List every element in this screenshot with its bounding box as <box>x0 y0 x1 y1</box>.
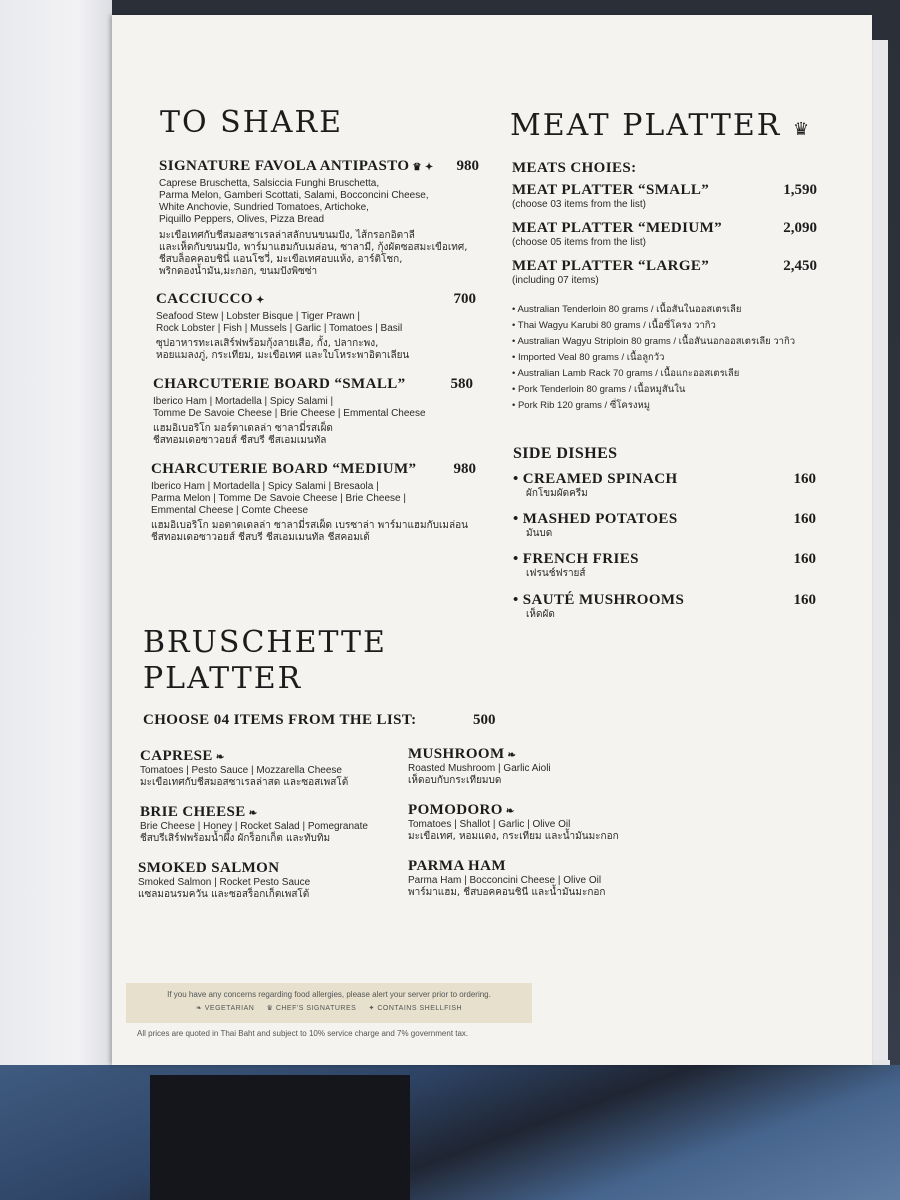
item-desc-line: Seafood Stew | Lobster Bisque | Tiger Prawn | <box>156 311 361 322</box>
side-name: • CREAMED SPINACH <box>513 471 678 487</box>
option-note: (including 07 items) <box>512 275 599 286</box>
platter-option <box>512 258 817 286</box>
icon-legend <box>126 999 532 1012</box>
side-price: 160 <box>793 471 816 487</box>
side-item <box>513 511 816 540</box>
item-desc-line: Tomme De Savoie Cheese | Brie Cheese | Emmental Cheese <box>153 408 426 419</box>
side-thai: มันบด <box>526 528 553 539</box>
vegetarian-icon: ❧ <box>507 750 517 761</box>
meat-item: • Pork Rib 120 grams / ซี่โครงหมู <box>512 400 651 411</box>
price-note: All prices are quoted in Thai Baht and subject to 10% service charge and 7% government tax. <box>137 1029 469 1038</box>
item-name: CHARCUTERIE BOARD “MEDIUM” <box>151 461 417 477</box>
side-dishes-title: SIDE DISHES <box>513 445 618 462</box>
bruschetta-thai: เห็ดอบกับกระเทียมบด <box>408 775 502 786</box>
chef-hat-icon: ♛ <box>266 1005 274 1012</box>
vegetarian-icon: ❧ <box>215 752 225 763</box>
bruschetta-name: BRIE CHEESE ❧ <box>140 804 258 820</box>
vegetarian-icon: ❧ <box>195 1005 203 1012</box>
shellfish-icon: ✦ <box>255 295 265 306</box>
side-name: • MASHED POTATOES <box>513 511 678 527</box>
side-thai: ผักโขมผัดครีม <box>526 488 588 499</box>
item-name: SIGNATURE FAVOLA ANTIPASTO ♛ ✦ <box>159 158 434 174</box>
item-thai-line: ชีสทอมเดอซาวอยส์ ชีสบรี ชีสเอมเมนทัล <box>153 435 327 446</box>
item-price: 580 <box>450 376 473 392</box>
meat-list <box>512 302 862 414</box>
bruschetta-name: MUSHROOM ❧ <box>408 746 517 762</box>
option-name: MEAT PLATTER “SMALL” <box>512 182 710 198</box>
bruschetta-thai: มะเขือเทศกับชีสมอสซาเรลล่าสด และซอสเพสโต้ <box>140 777 349 788</box>
bruschetta-item <box>140 748 400 789</box>
menu-item <box>151 461 476 544</box>
bruschetta-desc: Roasted Mushroom | Garlic Aioli <box>408 763 551 774</box>
item-thai-line: และเห็ดกับขนมปัง, พาร์มาแฮมกับเมล่อน, ซาลามี, กุ้งผัดซอสมะเขือเทศ, <box>159 242 468 253</box>
side-price: 160 <box>793 551 816 567</box>
side-name: • FRENCH FRIES <box>513 551 639 567</box>
option-price: 2,450 <box>783 258 817 274</box>
platter-option <box>512 182 817 210</box>
item-price: 980 <box>456 158 479 174</box>
option-price: 1,590 <box>783 182 817 198</box>
meat-item: • Australian Wagyu Striploin 80 grams / เนื้อสันนอกออสเตรเลีย วากิว <box>512 336 796 347</box>
bruschetta-desc: Brie Cheese | Honey | Rocket Salad | Pomegranate <box>140 821 368 832</box>
side-item <box>513 592 816 621</box>
item-thai-line: แฮมอิเบอริโก มอตาดเดลล่า ซาลามี่รสเผ็ด เบรซาล่า พาร์มาแฮมกับเมล่อน <box>151 520 468 531</box>
item-desc-line: White Anchovie, Sundried Tomatoes, Artichoke, <box>159 202 369 213</box>
item-desc-line: Piquillo Peppers, Olives, Pizza Bread <box>159 214 325 225</box>
shellfish-icon: ✦ <box>368 1005 375 1012</box>
bruschette-choose-label: CHOOSE 04 ITEMS FROM THE LIST: <box>143 712 417 728</box>
left-menu-page <box>0 0 112 1065</box>
side-item <box>513 471 816 500</box>
meat-platter-title: MEAT PLATTER ♛ <box>510 108 812 143</box>
item-thai-line: มะเขือเทศกับชีสมอสซาเรลล่าสลักบนขนมปัง, ไส้กรอกอิตาลี <box>159 230 415 241</box>
meat-item: • Thai Wagyu Karubi 80 grams / เนื้อซี่โครง วากิว <box>512 320 716 331</box>
meat-item: • Australian Lamb Rack 70 grams / เนื้อแกะออสเตรเลีย <box>512 368 740 379</box>
vegetarian-icon: ❧ <box>248 808 258 819</box>
bruschetta-thai: พาร์มาแฮม, ชีสบอคคอนชินี และน้ำมันมะกอก <box>408 887 606 898</box>
bruschetta-item <box>408 802 668 843</box>
bruschetta-item <box>408 746 668 787</box>
item-desc-line: Rock Lobster | Fish | Mussels | Garlic | Tomatoes | Basil <box>156 323 403 334</box>
to-share-title: TO SHARE <box>160 105 344 140</box>
chef-hat-icon: ♛ <box>792 119 812 140</box>
bruschetta-name: POMODORO ❧ <box>408 802 515 818</box>
bruschette-title-line1: BRUSCHETTE <box>143 625 387 660</box>
side-item <box>513 551 816 580</box>
vegetarian-icon: ❧ <box>505 806 515 817</box>
item-thai-line: ชีสทอมเดอซาวอยส์ ชีสบรี ชีสเอมเมนทัล ชีสคอมเต้ <box>151 532 370 543</box>
side-price: 160 <box>793 592 816 608</box>
meat-item: • Australian Tenderloin 80 grams / เนื้อสันในออสเตรเลีย <box>512 304 742 315</box>
menu-item <box>159 158 479 278</box>
bruschette-title-line2: PLATTER <box>143 661 303 696</box>
side-price: 160 <box>793 511 816 527</box>
bruschetta-item <box>138 860 398 901</box>
item-thai-line: ซุปอาหารทะเลเสิร์ฟพร้อมกุ้งลายเสือ, กั้ง, ปลากะพง, <box>156 338 379 349</box>
option-name: MEAT PLATTER “MEDIUM” <box>512 220 723 236</box>
item-thai-line: ชีสบล็อคคอบชินี่ แอนโชวี่, มะเขือเทศอบแห้ง, อาร์ติโชก, <box>159 254 403 265</box>
bruschetta-thai: มะเขือเทศ, หอมแดง, กระเทียม และน้ำมันมะกอก <box>408 831 619 842</box>
bruschetta-desc: Parma Ham | Bocconcini Cheese | Olive Oil <box>408 875 602 886</box>
meat-item: • Imported Veal 80 grams / เนื้อลูกวัว <box>512 352 665 363</box>
allergy-box <box>126 983 532 1023</box>
bruschetta-name: PARMA HAM <box>408 858 506 874</box>
item-desc-line: Emmental Cheese | Comte Cheese <box>151 505 309 516</box>
legend-chef-signatures: CHEF'S SIGNATURES <box>275 1005 357 1012</box>
item-name: CACCIUCCO ✦ <box>156 291 265 307</box>
bruschetta-name: SMOKED SALMON <box>138 860 280 876</box>
side-thai: เฟรนช์ฟรายส์ <box>526 568 586 579</box>
item-desc-line: Caprese Bruschetta, Salsiccia Funghi Bruschetta, <box>159 178 380 189</box>
item-desc-line: Parma Melon, Gamberi Scottati, Salami, Bocconcini Cheese, <box>159 190 429 201</box>
denim-lap <box>0 1065 900 1200</box>
bruschetta-name: CAPRESE ❧ <box>140 748 225 764</box>
menu-item <box>153 376 473 447</box>
legend-shellfish: CONTAINS SHELLFISH <box>377 1005 463 1012</box>
bruschetta-thai: แซลมอนรมควัน และซอสร็อกเก็ตเพสโต้ <box>138 889 310 900</box>
item-name: CHARCUTERIE BOARD “SMALL” <box>153 376 406 392</box>
item-desc-line: Parma Melon | Tomme De Savoie Cheese | Brie Cheese | <box>151 493 406 504</box>
item-thai-line: หอยแมลงภู่, กระเทียม, มะเขือเทศ และใบโหระพาอิตาเลียน <box>156 350 410 361</box>
bruschetta-desc: Tomatoes | Shallot | Garlic | Olive Oil <box>408 819 571 830</box>
option-note: (choose 03 items from the list) <box>512 199 646 210</box>
side-thai: เห็ดผัด <box>526 609 555 620</box>
meats-choices-label: MEATS CHOIES: <box>512 160 637 176</box>
item-desc-line: Iberico Ham | Mortadella | Spicy Salami | Bresaola | <box>151 481 379 492</box>
platter-option <box>512 220 817 248</box>
option-name: MEAT PLATTER “LARGE” <box>512 258 710 274</box>
shadow-area <box>150 1075 410 1200</box>
bruschetta-thai: ชีสบรีเสิร์ฟพร้อมน้ำผึ้ง ผักร็อกเก็ต และทับทิม <box>140 833 331 844</box>
bruschetta-item <box>140 804 410 845</box>
legend-vegetarian: VEGETARIAN <box>204 1005 255 1012</box>
menu-item <box>156 291 476 362</box>
item-desc-line: Iberico Ham | Mortadella | Spicy Salami | <box>153 396 334 407</box>
shellfish-icon: ✦ <box>424 162 434 173</box>
bruschetta-item <box>408 858 668 899</box>
menu-page <box>112 15 872 1065</box>
option-price: 2,090 <box>783 220 817 236</box>
item-thai-line: พริกดองน้ำมัน,มะกอก, ขนมปังพิซซ่า <box>159 266 318 277</box>
item-thai-line: แฮมอิเบอริโก มอร์ตาเดลล่า ซาลามี่รสเผ็ด <box>153 423 333 434</box>
side-name: • SAUTÉ MUSHROOMS <box>513 592 685 608</box>
allergy-text: If you have any concerns regarding food allergies, please alert your server prior to ordering. <box>167 990 491 999</box>
item-price: 700 <box>453 291 476 307</box>
meat-item: • Pork Tenderloin 80 grams / เนื้อหมูสันใน <box>512 384 686 395</box>
bruschetta-desc: Tomatoes | Pesto Sauce | Mozzarella Cheese <box>140 765 342 776</box>
item-price: 980 <box>453 461 476 477</box>
bruschette-price: 500 <box>473 712 496 728</box>
bruschetta-desc: Smoked Salmon | Rocket Pesto Sauce <box>138 877 311 888</box>
chef-hat-icon: ♛ <box>412 162 422 173</box>
option-note: (choose 05 items from the list) <box>512 237 646 248</box>
